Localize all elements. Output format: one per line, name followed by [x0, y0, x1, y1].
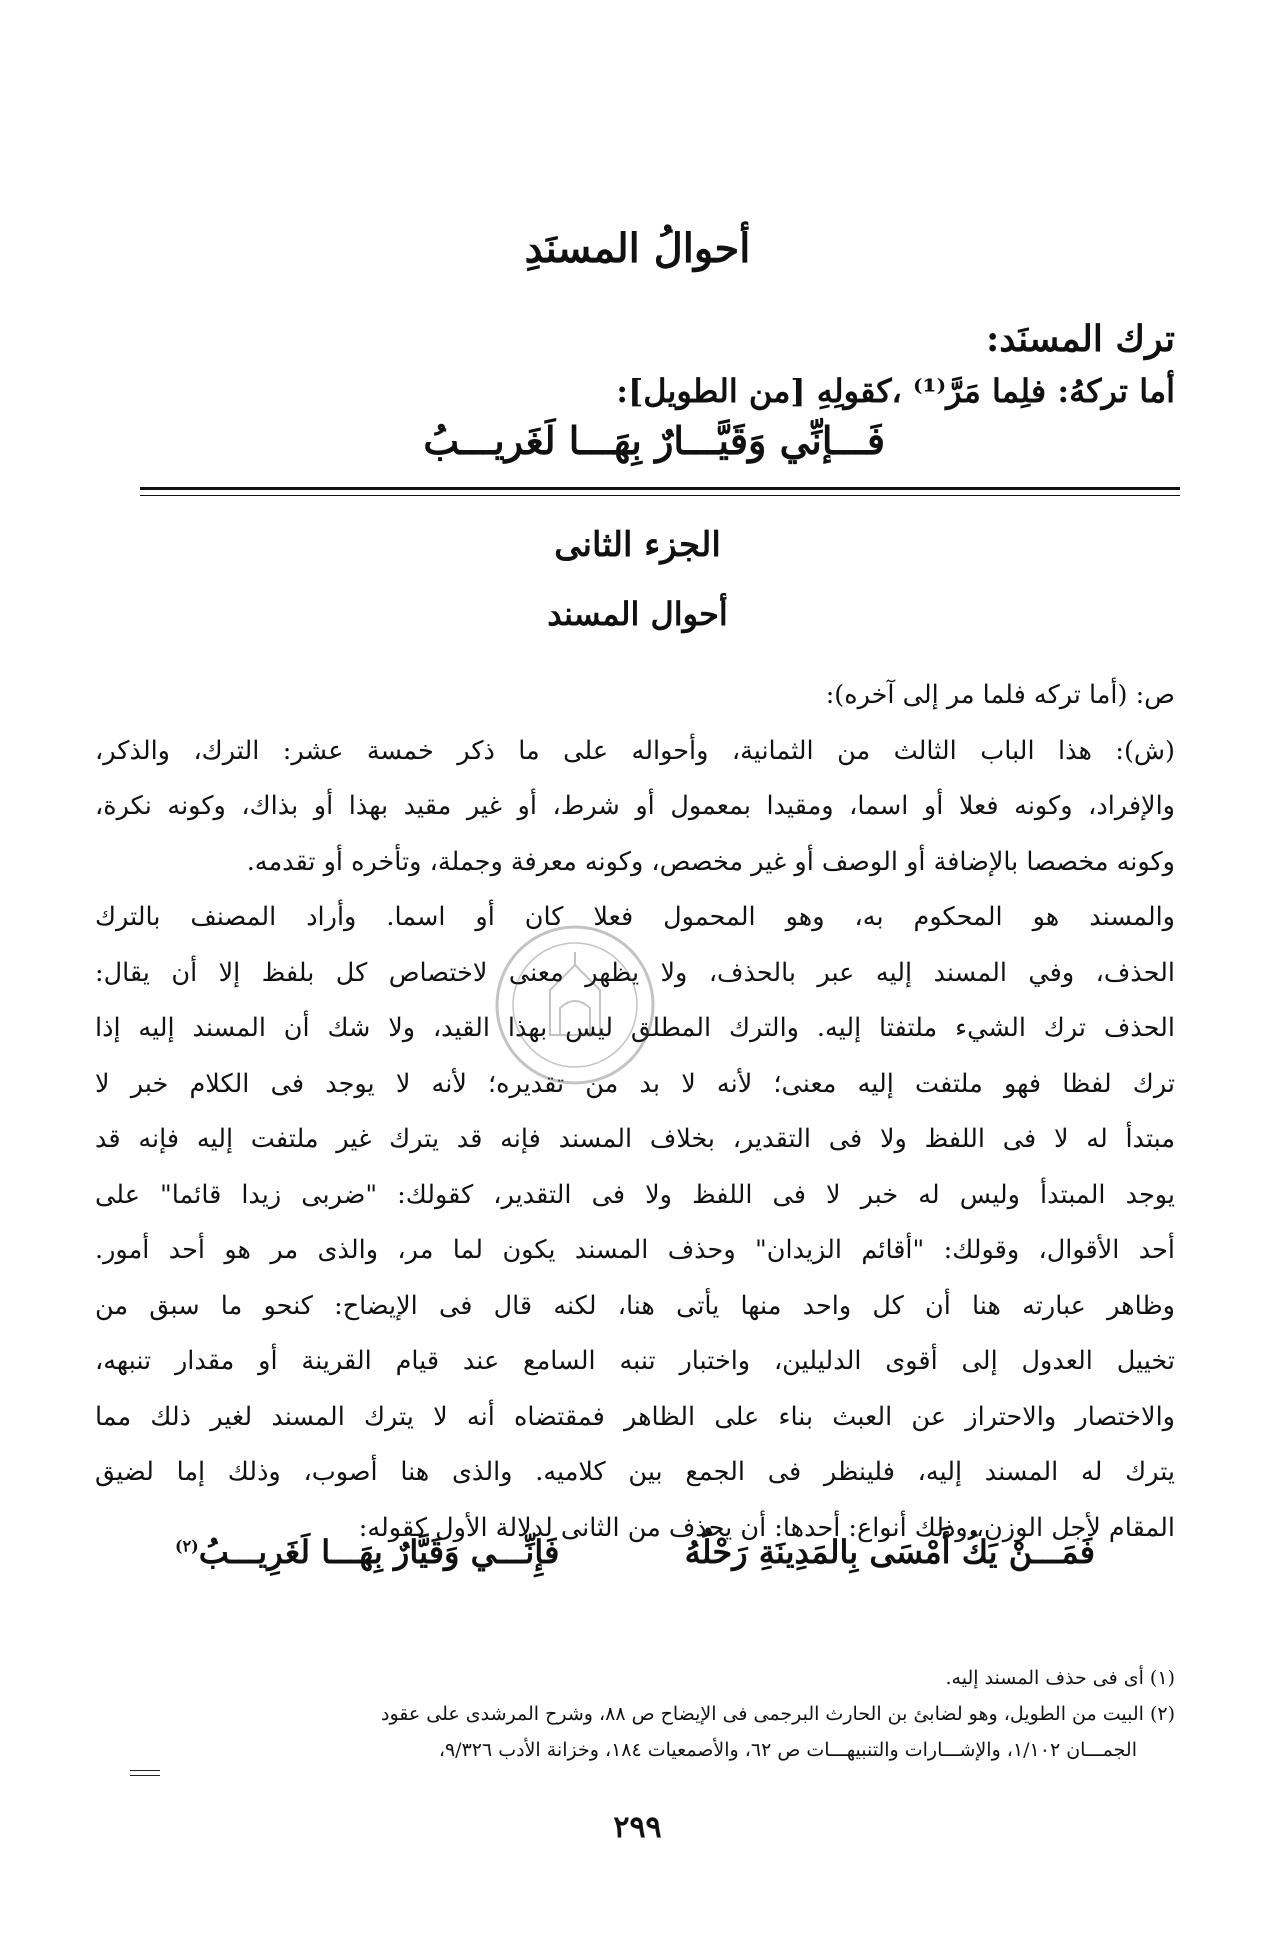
commentary-line: مبتدأ له لا فى اللفظ ولا فى التقدير، بخلاف المسند فإنه قد يترك غير ملتفت إليه فإنه قد	[95, 1124, 1175, 1154]
commentary-line: ترك لفظا فهو ملتفت إليه معنى؛ لأنه لا بد من تقديره؛ لأنه لا يوجد فى الكلام خبر لا	[95, 1068, 1175, 1099]
page-number: ٢٩٩	[613, 1810, 662, 1845]
commentary-line: الحذف ترك الشيء ملتفتا إليه. والترك المطلق ليس بهذا القيد، ولا شك أن المسند إليه إذا	[95, 1013, 1175, 1043]
commentary-line: وكونه مخصصا بالإضافة أو الوصف أو غير مخصص، وكونه معرفة وجملة، وتأخره أو تقدمه.	[246, 846, 1175, 877]
commentary-line: والإفراد، وكونه فعلا أو اسما، ومقيدا بمعمول أو شرط، أو غير مقيد بهذا أو بذاك، وكونه نكرة،	[95, 791, 1175, 821]
commentary-body	[95, 668, 1175, 1556]
section-heading: ترك المسنَد:	[985, 318, 1175, 360]
commentary-line: يوجد المبتدأ وليس له خبر لا فى اللفظ ولا فى التقدير، كقولك: "ضربى زيدا قائما" على	[95, 1179, 1175, 1210]
commentary-line: والمسند هو المحكوم به، وهو المحمول فعلا كان أو اسما. وأراد المصنف بالترك	[95, 902, 1175, 932]
footnote-end-mark	[130, 1770, 160, 1771]
part-title: الجزء الثانى	[554, 525, 721, 565]
commentary-line: يترك له المسند إليه، فلينظر فى الجمع بين كلاميه. والذى هنا أصوب، وذلك إما لضيق	[95, 1457, 1175, 1487]
footnote-marker: (٢)	[175, 1536, 199, 1556]
poetry-verse	[175, 1533, 1095, 1593]
separator-rule	[140, 487, 1180, 490]
library-seal-icon	[490, 920, 660, 1090]
footnote-item: (٢) البيت من الطويل، وهو لضابئ بن الحارث البرجمى فى الإيضاح ص ٨٨، وشرح المرشدى على عقود	[381, 1703, 1175, 1725]
commentary-line: والاختصار والاحتراز عن العبث بناء على الظاهر فمقتضاه أنه لا يترك المسند لغير ذلك مما	[95, 1401, 1175, 1432]
commentary-line: الحذف، وفي المسند إليه عبر بالحذف، ولا يظهر معنى لاختصاص كل بلفظ إلا أن يقال:	[95, 957, 1175, 988]
matn-verse: فَـــإنِّي وَقَيَّـــارٌ بِهَـــا لَغَريـــبُ	[423, 418, 885, 463]
commentary-line: أحد الأقوال، وقولك: "أقائم الزيدان" وحذف المسند يكون لما مر، والذى مر هو أحد أمور.	[95, 1235, 1175, 1265]
verse-first-hemistich: فَمَـــنْ يَكُ أَمْسَى بِالمَدِينَةِ رَحْلُهُ	[684, 1533, 1095, 1571]
matn-sentence: أما تركهُ: فلِما مَرَّ⁽¹⁾ ،كقولِهِ [من الطويل]:	[616, 372, 1175, 410]
commentary-line: (ش): هذا الباب الثالث من الثمانية، وأحواله على ما ذكر خمسة عشر: الترك، والذكر،	[95, 735, 1175, 766]
commentary-line: تخييل العدول إلى أقوى الدليلين، واختبار تنبه السامع عند قيام القرينة أو مقدار تنبهه،	[95, 1346, 1175, 1376]
footnotes	[95, 1660, 1175, 1768]
separator-rule-thin	[140, 495, 1180, 496]
commentary-line: وظاهر عبارته هنا أن كل واحد منها يأتى هنا، لكنه قال فى الإيضاح: كنحو ما سبق من	[95, 1290, 1175, 1321]
chapter-title: أحوالُ المسنَدِ	[524, 225, 751, 272]
commentary-line: المقام لأجل الوزن، وذلك أنواع: أحدها: أن يحذف من الثانى لدلالة الأول كقوله:	[358, 1512, 1175, 1543]
footnote-end-mark-2	[130, 1775, 160, 1776]
verse-second-hemistich	[175, 1533, 559, 1571]
commentary-line: ص: (أما تركه فلما مر إلى آخره):	[825, 680, 1175, 710]
part-subtitle: أحوال المسند	[547, 595, 728, 633]
verse-second-text: فَإِنِّـــي وَقَيَّارٌ بِهَـــا لَغَرِيـــبُ	[198, 1533, 560, 1571]
footnote-item: الجمـــان ١/١٠٢، والإشـــارات والتنبيهـــات ص ٦٢، والأصمعيات ١٨٤، وخزانة الأدب ٩/٣٢٦،	[438, 1739, 1137, 1761]
footnote-item: (١) أى فى حذف المسند إليه.	[945, 1667, 1175, 1689]
